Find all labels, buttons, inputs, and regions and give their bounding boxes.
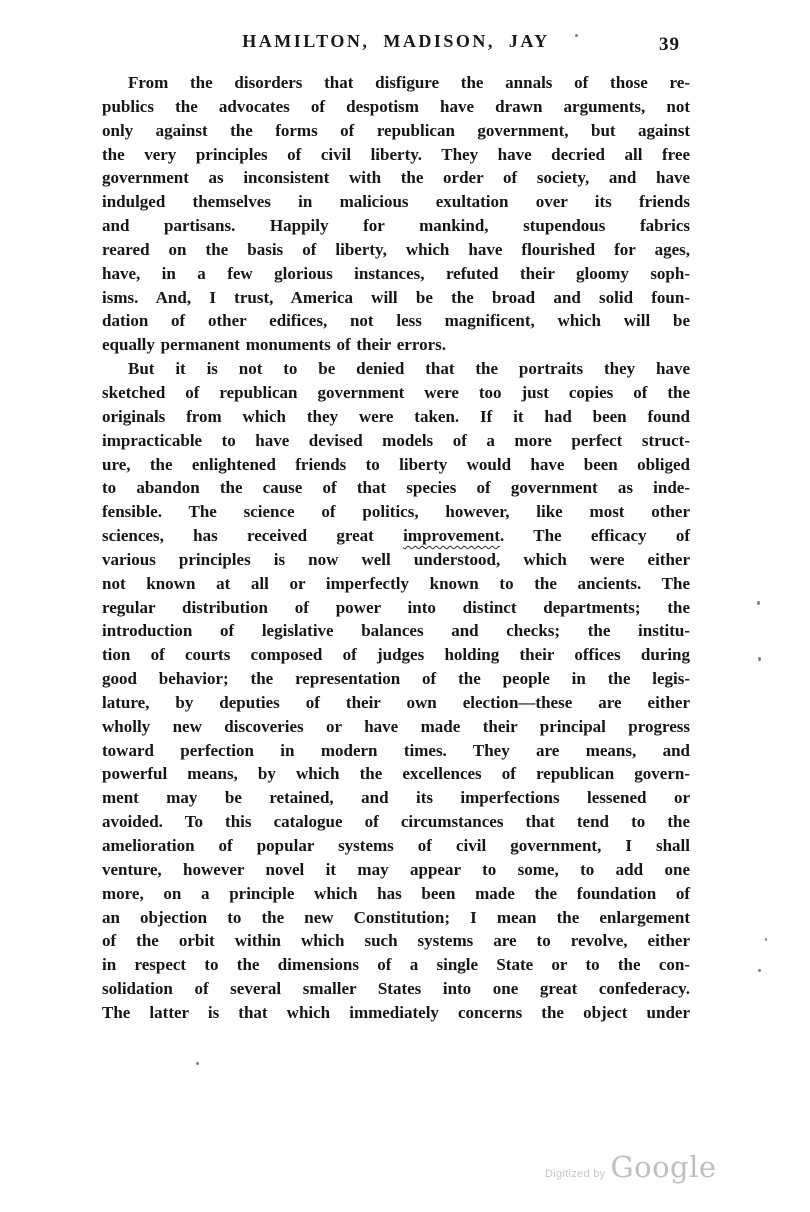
text-line: an objection to the new Constitution; I mean the enlargement [102, 907, 690, 927]
text-line: avoided. To this catalogue of circumstances that tend to the [102, 812, 690, 832]
google-logo: Google [610, 1150, 717, 1184]
text-line: toward perfection in modern times. They are means, and [102, 740, 690, 760]
scan-speck [196, 1062, 199, 1065]
text-line: From the disorders that disfigure the annals of those re- [128, 73, 690, 92]
scan-speck [575, 34, 578, 37]
text-line: government as inconsistent with the order of society, and have [102, 168, 690, 188]
text-line: The latter is that which immediately concerns the object under [102, 1002, 690, 1022]
text-line: powerful means, by which the excellences of republican govern- [102, 764, 690, 784]
text-line: of the orbit within which such systems are to revolve, either [102, 931, 690, 951]
text-line: wholly new discoveries or have made their principal progress [102, 716, 690, 736]
text-line: impracticable to have devised models of a more perfect struct- [102, 430, 690, 450]
underlined-word: improvement [403, 526, 501, 546]
text-line: fensible. The science of politics, however, like most other [102, 502, 690, 522]
text-line: reared on the basis of liberty, which have flourished for ages, [102, 239, 690, 259]
page-header [102, 31, 690, 57]
text-line: ment may be retained, and its imperfections lessened or [102, 788, 690, 808]
text-line: regular distribution of power into distinct departments; the [102, 597, 690, 617]
text-block [102, 71, 690, 1025]
text-line: sciences, has received great improvement. The efficacy of [102, 526, 690, 546]
text-line: amelioration of popular systems of civil government, I shall [102, 836, 690, 855]
scan-speck [758, 969, 761, 972]
text-line: sketched of republican government were too just copies of the [102, 382, 690, 402]
text-line: more, on a principle which has been made the foundation of [102, 883, 690, 903]
text-line: tion of courts composed of judges holding their offices during [102, 645, 690, 665]
scan-speck [765, 938, 767, 941]
scan-speck [757, 601, 760, 605]
text-line: But it is not to be denied that the portraits they have [128, 359, 690, 379]
text-line: lature, by deputies of their own election—these are either [102, 692, 690, 712]
text-line: venture, however novel it may appear to some, to add one [102, 859, 690, 879]
text-line: equally permanent monuments of their errors. [102, 335, 447, 355]
text-line: not known at all or imperfectly known to the ancients. The [102, 573, 690, 593]
page-number: 39 [659, 34, 680, 55]
text-line: good behavior; the representation of the people in the legis- [102, 669, 690, 689]
text-line: in respect to the dimensions of a single State or to the con- [102, 955, 690, 975]
text-line: isms. And, I trust, America will be the broad and solid foun- [102, 287, 690, 307]
text-line: have, in a few glorious instances, refuted their gloomy soph- [102, 263, 690, 283]
text-line: introduction of legislative balances and checks; the institu- [102, 621, 690, 641]
text-line: publics the advocates of despotism have drawn arguments, not [102, 96, 690, 116]
text-line: the very principles of civil liberty. They have decried all free [102, 144, 690, 164]
text-line: indulged themselves in malicious exultation over its friends [102, 192, 690, 212]
text-line: originals from which they were taken. If it had been found [102, 406, 690, 426]
running-title: HAMILTON, MADISON, JAY [242, 31, 550, 51]
text-line: only against the forms of republican government, but against [102, 120, 690, 140]
watermark-prefix: Digitized by [545, 1168, 606, 1180]
watermark [545, 1150, 717, 1184]
text-line: ure, the enlightened friends to liberty would have been obliged [102, 454, 690, 474]
scan-speck [758, 657, 761, 661]
text-line: solidation of several smaller States into one great confederacy. [102, 979, 690, 999]
text-line: various principles is now well understood, which were either [102, 549, 690, 569]
text-line: to abandon the cause of that species of government as inde- [102, 478, 690, 498]
text-line: dation of other edifices, not less magnificent, which will be [102, 311, 690, 331]
text-line: and partisans. Happily for mankind, stupendous fabrics [102, 216, 690, 236]
